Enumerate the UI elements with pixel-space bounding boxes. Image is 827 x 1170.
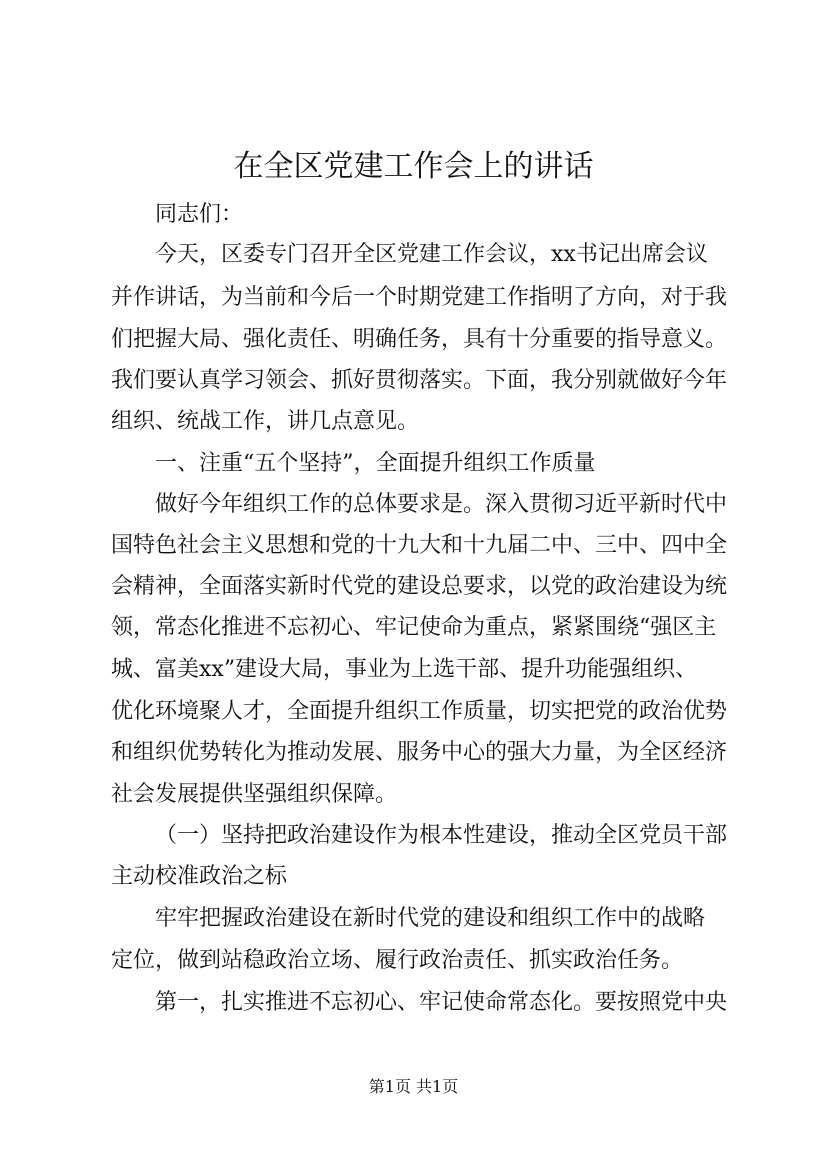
paragraph-line: 今天，区委专门召开全区党建工作会议，xx书记出席会议 bbox=[155, 242, 708, 267]
section-heading: 一、注重“五个坚持”，全面提升组织工作质量 bbox=[155, 451, 596, 476]
paragraph-line: 会精神，全面落实新时代党的建设总要求，以党的政治建设为统 bbox=[111, 574, 728, 599]
paragraph-line: 优化环境聚人才，全面提升组织工作质量，切实把党的政治优势 bbox=[111, 699, 728, 724]
paragraph-line: 第一，扎实推进不忘初心、牢记使命常态化。要按照党中央 bbox=[155, 990, 728, 1015]
salutation: 同志们： bbox=[155, 202, 244, 227]
paragraph-line: 们把握大局、强化责任、明确任务，具有十分重要的指导意义。 bbox=[111, 327, 728, 352]
document-title: 在全区党建工作会上的讲话 bbox=[233, 149, 594, 184]
paragraph-line: 城、富美xx”建设大局，事业为上选干部、提升功能强组织、 bbox=[111, 657, 698, 682]
paragraph-line: 和组织优势转化为推动发展、服务中心的强大力量，为全区经济 bbox=[111, 740, 728, 765]
paragraph-line: 国特色社会主义思想和党的十九大和十九届二中、三中、四中全 bbox=[111, 533, 728, 558]
paragraph-line: 领，常态化推进不忘初心、牢记使命为重点，紧紧围绕“强区主 bbox=[111, 615, 717, 640]
paragraph-line: 定位，做到站稳政治立场、履行政治责任、抓实政治任务。 bbox=[111, 948, 684, 973]
subsection-heading-continued: 主动校准政治之标 bbox=[111, 864, 288, 889]
paragraph-line: 做好今年组织工作的总体要求是。深入贯彻习近平新时代中 bbox=[155, 492, 728, 517]
paragraph-line: 牢牢把握政治建设在新时代党的建设和组织工作中的战略 bbox=[155, 906, 706, 931]
paragraph-line: 社会发展提供坚强组织保障。 bbox=[111, 782, 398, 807]
paragraph-line: 我们要认真学习领会、抓好贯彻落实。下面，我分别就做好今年 bbox=[111, 368, 728, 393]
paragraph-line: 组织、统战工作，讲几点意见。 bbox=[111, 409, 420, 434]
subsection-heading: （一）坚持把政治建设作为根本性建设，推动全区党员干部 bbox=[155, 823, 728, 848]
page-number-footer: 第1页 共1页 bbox=[368, 1077, 459, 1096]
paragraph-line: 并作讲话，为当前和今后一个时期党建工作指明了方向，对于我 bbox=[111, 285, 728, 310]
